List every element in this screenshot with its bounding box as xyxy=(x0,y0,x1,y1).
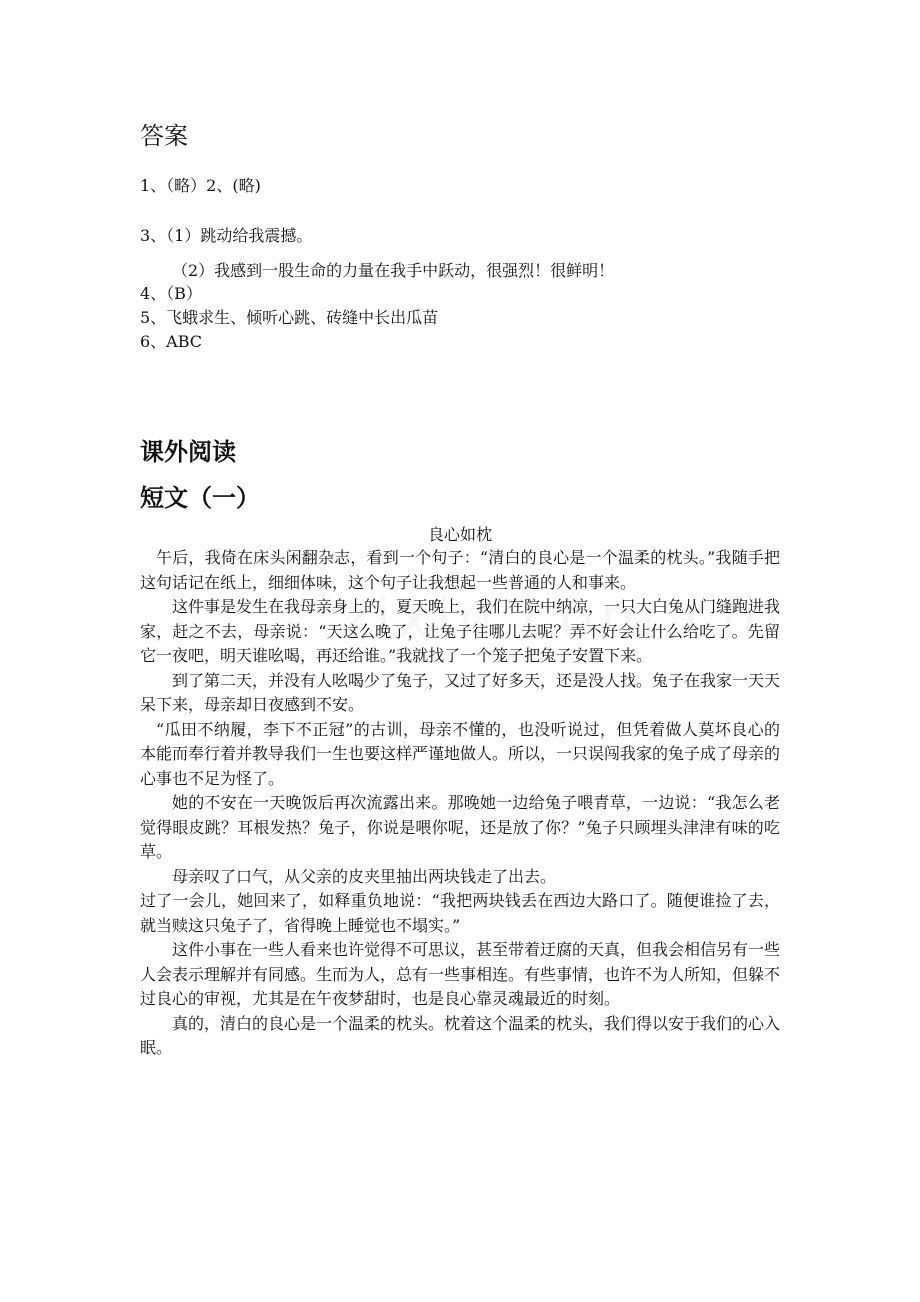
answer-line-4: 4、（B） xyxy=(140,284,202,303)
answer-line-3: 3、（1）跳动给我震撼。 xyxy=(140,226,313,245)
answer-line-1: 1、（略）2、(略) xyxy=(140,176,261,195)
answer-line-6: 6、ABC xyxy=(140,332,203,351)
section-heading: 课外阅读 xyxy=(140,437,236,466)
answer-line-5: 5、飞蛾求生、倾听心跳、砖缝中长出瓜苗 xyxy=(140,308,439,327)
story-paragraph: 午后，我倚在床头闲翻杂志，看到一个句子：“清白的良心是一个温柔的枕头。”我随手把这句话记在纸上，细细体味，这个句子让我想起一些普通的人和事来。 xyxy=(140,548,780,592)
subsection-heading: 短文（一） xyxy=(140,483,260,512)
story-paragraph: 真的，清白的良心是一个温柔的枕头。枕着这个温柔的枕头，我们得以安于我们的心入眠。 xyxy=(140,1013,781,1057)
answers-heading: 答案 xyxy=(140,122,188,150)
answer-line-3-part-2: （2）我感到一股生命的力量在我手中跃动，很强烈！很鲜明！ xyxy=(172,261,615,280)
story-paragraph: 母亲叹了口气，从父亲的皮夹里抽出两块钱走了出去。 xyxy=(172,866,557,886)
story-paragraph: “瓜田不纳履，李下不正冠”的古训，母亲不懂的，也没听说过，但凭着做人莫坏良心的本能而奉行着并教导我们一生也要这样严谨地做人。所以，一只误闯我家的兔子成了母亲的心事也不足为怪了。 xyxy=(140,719,781,788)
story-paragraph: 过了一会儿，她回来了，如释重负地说：“我把两块钱丢在西边大路口了。随便谁捡了去，就当赎这只兔子了，省得晚上睡觉也不塌实。” xyxy=(140,891,780,935)
story-paragraph: 到了第二天，并没有人吆喝少了兔子，又过了好多天，还是没人找。兔子在我家一天天呆下来，母亲却日夜感到不安。 xyxy=(140,670,781,714)
story-paragraph: 这件小事在一些人看来也许觉得不可思议，甚至带着迂腐的天真，但我会相信另有一些人会表示理解并有同感。生而为人，总有一些事相连。有些事情，也许不为人所知，但躲不过良心的审视，尤其是在午夜梦甜时，也是良心靠灵魂最近的时刻。 xyxy=(140,940,781,1008)
story-paragraph: 这件事是发生在我母亲身上的，夏天晚上，我们在院中纳凉，一只大白兔从门缝跑进我家，赶之不去，母亲说：“天这么晚了，让兔子往哪儿去呢？弄不好会让什么给吃了。先留它一夜吧，明天谁吆喝，再还给谁。”我就找了一个笼子把兔子安置下来。 xyxy=(140,597,781,665)
story-title: 良心如枕 xyxy=(427,525,492,544)
story-paragraph: 她的不安在一天晚饭后再次流露出来。那晚她一边给兔子喂青草，一边说：“我怎么老觉得眼皮跳？耳根发热？兔子，你说是喂你呢，还是放了你？”兔子只顾埋头津津有味的吃草。 xyxy=(140,793,780,861)
story-body xyxy=(140,546,780,1061)
